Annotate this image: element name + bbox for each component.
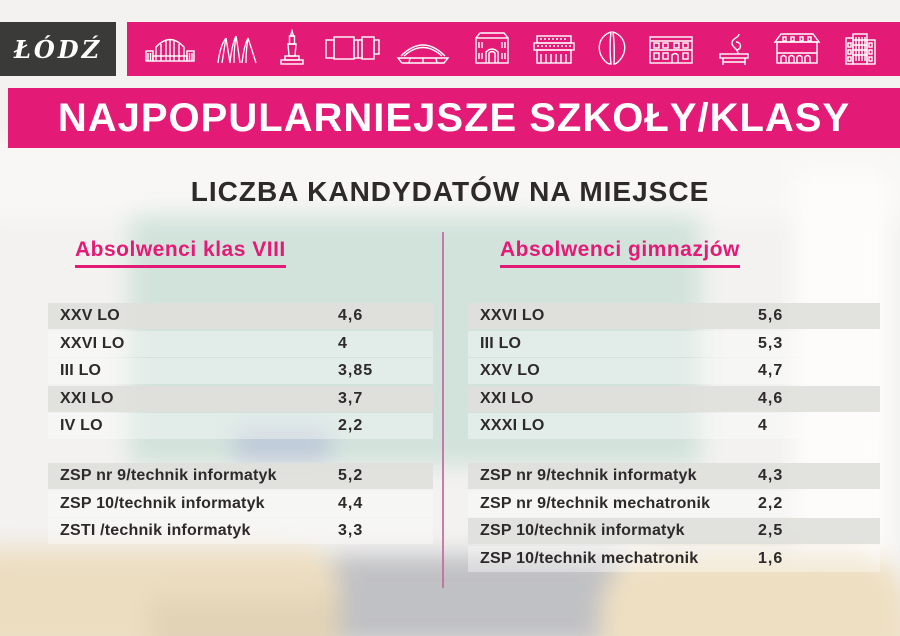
table-row	[468, 303, 880, 329]
candidates-per-place-value: 2,2	[758, 494, 784, 512]
table-row	[468, 386, 880, 412]
candidates-per-place-value: 2,5	[758, 522, 784, 539]
table-row	[48, 491, 433, 517]
school-label: XXV LO	[60, 307, 120, 324]
school-label: ZSP 10/technik informatyk	[480, 522, 685, 539]
table-row	[468, 546, 880, 572]
landmark-icon-band	[127, 22, 900, 76]
school-label: III LO	[60, 362, 102, 379]
lodz-logo: ŁÓDŹ	[13, 34, 103, 64]
table-row	[48, 303, 433, 329]
school-label: XXI LO	[60, 389, 114, 407]
manufaktura-blocks-icon	[323, 28, 381, 70]
bg-chair	[150, 598, 340, 636]
white-factory-icon	[531, 28, 577, 70]
candidates-per-place-value: 4	[338, 334, 348, 352]
candidates-per-place-value: 4,3	[758, 467, 784, 484]
school-label: XXVI LO	[60, 334, 125, 352]
school-label: XXI LO	[480, 389, 534, 407]
subtitle: LICZBA KANDYDATÓW NA MIEJSCE	[190, 176, 710, 207]
column-header-gimnazjow: Absolwenci gimnazjów	[500, 238, 740, 268]
candidates-per-place-value: 5,6	[758, 307, 784, 324]
candidates-per-place-value: 3,7	[338, 389, 364, 407]
school-label: IV LO	[60, 417, 103, 434]
school-label: III LO	[480, 334, 522, 352]
table-row	[468, 518, 880, 544]
school-label: XXXI LO	[480, 417, 545, 434]
school-label: ZSP nr 9/technik mechatronik	[480, 494, 711, 512]
table-row	[48, 463, 433, 489]
table-row	[48, 331, 433, 357]
school-label: XXVI LO	[480, 307, 545, 324]
table-row	[468, 331, 880, 357]
table-row	[48, 413, 433, 439]
school-label: ZSP 10/technik informatyk	[60, 494, 265, 512]
candidates-per-place-value: 5,2	[338, 467, 364, 484]
poznanski-palace-icon	[466, 28, 518, 70]
candidates-per-place-value: 4	[758, 417, 768, 434]
candidates-per-place-value: 3,85	[338, 362, 374, 379]
table-left-technika	[48, 463, 433, 546]
school-label: XXV LO	[480, 362, 540, 379]
main-title-banner	[8, 88, 900, 148]
table-left-licea	[48, 303, 433, 441]
candidates-per-place-value: 1,6	[758, 549, 784, 567]
atlas-arena-icon	[394, 28, 452, 70]
candidates-per-place-value: 2,2	[338, 417, 364, 434]
unicorn-stable-icon	[210, 28, 262, 70]
table-row	[468, 463, 880, 489]
fabryczna-station-icon	[144, 28, 196, 70]
candidates-per-place-value: 5,3	[758, 334, 784, 352]
herbst-villa-icon	[769, 28, 825, 70]
candidates-per-place-value: 4,4	[338, 494, 364, 512]
main-title: NAJPOPULARNIEJSZE SZKOŁY/KLASY	[57, 95, 851, 140]
office-building-icon	[838, 28, 882, 70]
table-row	[468, 491, 880, 517]
table-row	[48, 518, 433, 544]
column-header-klas-viii: Absolwenci klas VIII	[75, 238, 286, 268]
candidates-per-place-value: 3,3	[338, 522, 364, 539]
column-divider	[442, 232, 444, 588]
table-row	[48, 358, 433, 384]
table-row	[468, 358, 880, 384]
candidates-per-place-value: 4,6	[758, 389, 784, 407]
leaf-icon	[591, 28, 631, 70]
table-right-licea	[468, 303, 880, 441]
table-right-technika	[468, 463, 880, 573]
school-label: ZSP nr 9/technik informatyk	[480, 467, 697, 484]
school-label: ZSTI /technik informatyk	[60, 522, 251, 539]
candidates-per-place-value: 4,7	[758, 362, 784, 379]
scheibler-palace-icon	[644, 28, 698, 70]
table-row	[48, 386, 433, 412]
tuwim-bench-icon	[712, 28, 756, 70]
table-row	[468, 413, 880, 439]
school-label: ZSP nr 9/technik informatyk	[60, 467, 277, 484]
candidates-per-place-value: 4,6	[338, 307, 364, 324]
monument-icon	[275, 28, 309, 70]
school-label: ZSP 10/technik mechatronik	[480, 549, 699, 567]
lodz-logo-box	[0, 22, 116, 76]
